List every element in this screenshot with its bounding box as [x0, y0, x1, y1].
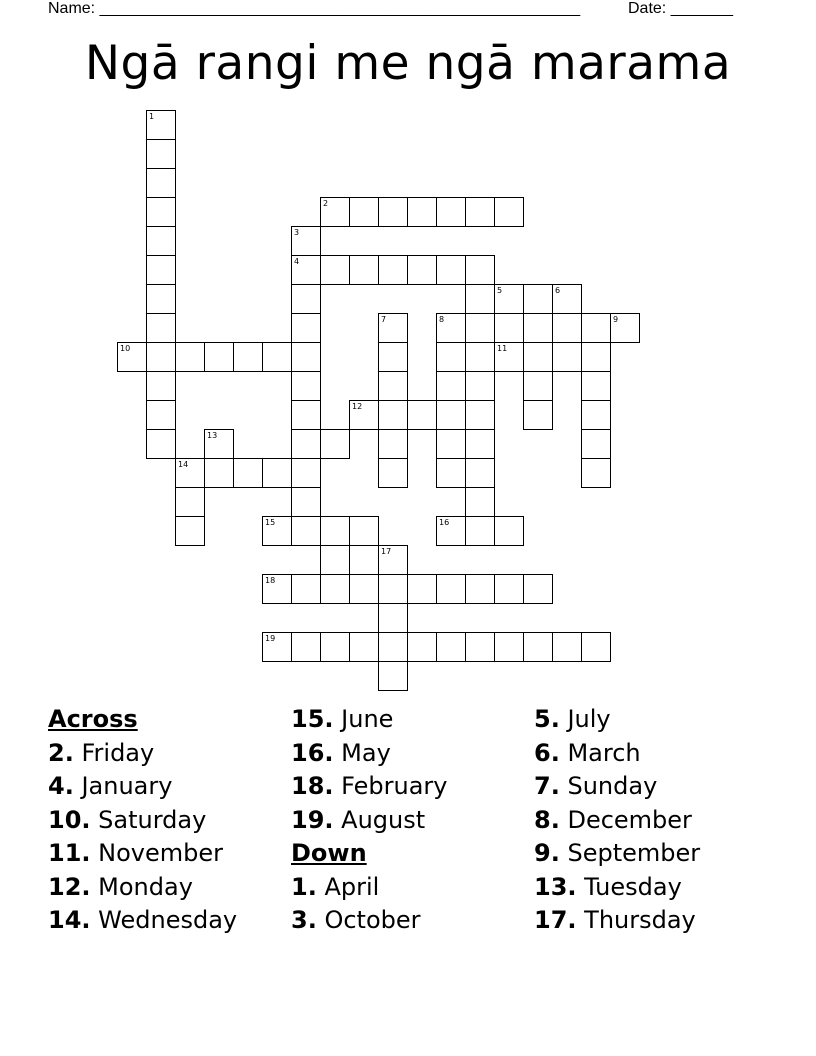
- clue-number: 19: [265, 634, 276, 643]
- grid-cell[interactable]: [523, 284, 553, 314]
- grid-cell[interactable]: [581, 342, 611, 372]
- grid-cell[interactable]: [378, 632, 408, 662]
- grid-cell[interactable]: [349, 632, 379, 662]
- down-clue: 13. Tuesday: [534, 872, 682, 901]
- grid-cell[interactable]: [523, 342, 553, 372]
- clue-number: 18: [265, 576, 276, 585]
- grid-cell[interactable]: [378, 603, 408, 633]
- grid-cell[interactable]: [407, 255, 437, 285]
- grid-cell[interactable]: [465, 284, 495, 314]
- across-clue: 12. Monday: [48, 872, 193, 901]
- across-clue: 2. Friday: [48, 738, 155, 767]
- grid-cell[interactable]: [349, 255, 379, 285]
- down-clue: 1. April: [291, 872, 380, 901]
- grid-cell[interactable]: [291, 342, 321, 372]
- grid-cell[interactable]: [291, 516, 321, 546]
- grid-cell[interactable]: [146, 255, 176, 285]
- name-field: Name: ______________________________________________________: [48, 0, 581, 17]
- clue-number: 11: [497, 344, 508, 353]
- grid-cell[interactable]: [175, 487, 205, 517]
- grid-cell[interactable]: [320, 545, 350, 575]
- down-clue: 9. September: [534, 839, 701, 867]
- grid-cell[interactable]: [465, 342, 495, 372]
- date-field: Date: _______: [628, 0, 733, 17]
- clue-number: 4: [294, 257, 300, 266]
- grid-cell[interactable]: [436, 429, 466, 459]
- across-clue: 15. June: [291, 705, 394, 733]
- grid-cell[interactable]: [436, 342, 466, 372]
- down-clue: 6. March: [534, 738, 641, 767]
- grid-cell[interactable]: [552, 632, 582, 662]
- clue-number: 8: [439, 315, 445, 324]
- grid-cell[interactable]: [146, 197, 176, 227]
- grid-cell[interactable]: [320, 574, 350, 604]
- grid-cell[interactable]: [378, 458, 408, 488]
- grid-cell[interactable]: [291, 632, 321, 662]
- grid-cell[interactable]: [407, 400, 437, 430]
- grid-cell[interactable]: [175, 342, 205, 372]
- grid-cell[interactable]: [204, 342, 234, 372]
- grid-cell[interactable]: [262, 516, 292, 546]
- clue-number: 14: [178, 460, 189, 469]
- grid-cell[interactable]: [204, 458, 234, 488]
- grid-cell[interactable]: [581, 458, 611, 488]
- across-clue: 4. January: [48, 772, 173, 800]
- grid-cell[interactable]: [146, 371, 176, 401]
- grid-cell[interactable]: [378, 545, 408, 575]
- grid-cell[interactable]: [465, 313, 495, 343]
- grid-cell[interactable]: [233, 342, 263, 372]
- grid-cell[interactable]: [494, 516, 524, 546]
- grid-cell[interactable]: [378, 342, 408, 372]
- grid-cell[interactable]: [262, 458, 292, 488]
- grid-cell[interactable]: [349, 197, 379, 227]
- clue-number: 15: [265, 518, 276, 527]
- grid-cell[interactable]: [146, 168, 176, 198]
- clue-number: 5: [497, 286, 503, 295]
- grid-cell[interactable]: [204, 429, 234, 459]
- grid-cell[interactable]: [291, 429, 321, 459]
- grid-cell[interactable]: [523, 371, 553, 401]
- grid-cell[interactable]: [407, 197, 437, 227]
- grid-cell[interactable]: [494, 574, 524, 604]
- grid-cell[interactable]: [494, 284, 524, 314]
- grid-cell[interactable]: [465, 574, 495, 604]
- across-clue: 19. August: [291, 805, 426, 834]
- clue-number: 3: [294, 228, 300, 237]
- grid-cell[interactable]: [320, 632, 350, 662]
- grid-cell[interactable]: [465, 429, 495, 459]
- grid-cell[interactable]: [117, 342, 147, 372]
- grid-cell[interactable]: [146, 313, 176, 343]
- grid-cell[interactable]: [378, 400, 408, 430]
- grid-cell[interactable]: [378, 255, 408, 285]
- down-clue: 3. October: [291, 906, 421, 934]
- grid-cell[interactable]: [291, 574, 321, 604]
- grid-cell[interactable]: [552, 342, 582, 372]
- grid-cell[interactable]: [581, 632, 611, 662]
- grid-cell[interactable]: [146, 342, 176, 372]
- grid-cell[interactable]: [465, 632, 495, 662]
- grid-cell[interactable]: [436, 516, 466, 546]
- grid-cell[interactable]: [349, 545, 379, 575]
- grid-cell[interactable]: [465, 458, 495, 488]
- grid-cell[interactable]: [494, 632, 524, 662]
- grid-cell[interactable]: [436, 313, 466, 343]
- grid-cell[interactable]: [436, 197, 466, 227]
- grid-cell[interactable]: [378, 661, 408, 691]
- grid-cell[interactable]: [581, 400, 611, 430]
- grid-cell[interactable]: [494, 342, 524, 372]
- grid-cell[interactable]: [581, 429, 611, 459]
- grid-cell[interactable]: [378, 429, 408, 459]
- grid-cell[interactable]: [320, 255, 350, 285]
- down-clue: 5. July: [534, 705, 611, 733]
- grid-cell[interactable]: [146, 400, 176, 430]
- grid-cell[interactable]: [436, 400, 466, 430]
- grid-cell[interactable]: [465, 197, 495, 227]
- grid-cell[interactable]: [349, 574, 379, 604]
- grid-cell[interactable]: [581, 371, 611, 401]
- grid-cell[interactable]: [436, 458, 466, 488]
- clue-number: 13: [207, 431, 218, 440]
- clue-number: 6: [555, 286, 561, 295]
- grid-cell[interactable]: [378, 371, 408, 401]
- down-clue: 17. Thursday: [534, 906, 696, 934]
- clue-number: 16: [439, 518, 450, 527]
- grid-cell[interactable]: [175, 458, 205, 488]
- clue-number: 10: [120, 344, 131, 353]
- grid-cell[interactable]: [233, 458, 263, 488]
- grid-cell[interactable]: [581, 313, 611, 343]
- grid-cell[interactable]: [407, 574, 437, 604]
- across-clue: 14. Wednesday: [48, 906, 238, 934]
- across-clue: 10. Saturday: [48, 805, 207, 834]
- grid-cell[interactable]: [436, 632, 466, 662]
- grid-cell[interactable]: [523, 400, 553, 430]
- grid-cell[interactable]: [320, 197, 350, 227]
- across-heading: Across: [48, 705, 138, 733]
- grid-cell[interactable]: [378, 574, 408, 604]
- grid-cell[interactable]: [610, 313, 640, 343]
- grid-cell[interactable]: [465, 487, 495, 517]
- grid-cell[interactable]: [465, 371, 495, 401]
- grid-cell[interactable]: [262, 574, 292, 604]
- clue-number: 17: [381, 547, 392, 556]
- grid-cell[interactable]: [291, 226, 321, 256]
- grid-cell[interactable]: [146, 226, 176, 256]
- grid-cell[interactable]: [320, 516, 350, 546]
- grid-cell[interactable]: [407, 632, 437, 662]
- grid-cell[interactable]: [523, 313, 553, 343]
- grid-cell[interactable]: [436, 574, 466, 604]
- grid-cell[interactable]: [146, 139, 176, 169]
- grid-cell[interactable]: [523, 632, 553, 662]
- grid-cell[interactable]: [262, 342, 292, 372]
- clue-number: 7: [381, 315, 387, 324]
- grid-cell[interactable]: [291, 371, 321, 401]
- clue-number: 12: [352, 402, 363, 411]
- clue-column-2: [291, 703, 541, 938]
- page-title: Ngā rangi me ngā marama: [84, 36, 732, 91]
- grid-cell[interactable]: [291, 400, 321, 430]
- clue-number: 1: [149, 112, 155, 121]
- grid-cell[interactable]: [291, 458, 321, 488]
- grid-cell[interactable]: [349, 400, 379, 430]
- grid-cell[interactable]: [291, 284, 321, 314]
- grid-cell[interactable]: [291, 313, 321, 343]
- clue-number: 9: [613, 315, 619, 324]
- across-clue: 18. February: [291, 772, 448, 800]
- down-clue: 7. Sunday: [534, 772, 658, 800]
- across-clue: 16. May: [291, 738, 391, 767]
- grid-cell[interactable]: [378, 313, 408, 343]
- grid-cell[interactable]: [291, 487, 321, 517]
- grid-cell[interactable]: [523, 574, 553, 604]
- down-clue: 8. December: [534, 805, 692, 834]
- clue-column-1: [48, 703, 298, 938]
- grid-cell[interactable]: [552, 284, 582, 314]
- grid-cell[interactable]: [146, 110, 176, 140]
- down-heading: Down: [291, 839, 367, 867]
- grid-cell[interactable]: [436, 371, 466, 401]
- grid-cell[interactable]: [320, 429, 350, 459]
- grid-cell[interactable]: [465, 255, 495, 285]
- grid-cell[interactable]: [262, 632, 292, 662]
- grid-cell[interactable]: [349, 516, 379, 546]
- grid-cell[interactable]: [175, 516, 205, 546]
- grid-cell[interactable]: [465, 516, 495, 546]
- grid-cell[interactable]: [291, 255, 321, 285]
- grid-cell[interactable]: [494, 197, 524, 227]
- grid-cell[interactable]: [146, 284, 176, 314]
- clue-number: 2: [323, 199, 329, 208]
- grid-cell[interactable]: [465, 400, 495, 430]
- grid-cell[interactable]: [146, 429, 176, 459]
- grid-cell[interactable]: [436, 255, 466, 285]
- grid-cell[interactable]: [378, 197, 408, 227]
- across-clue: 11. November: [48, 839, 224, 867]
- clue-column-3: [534, 703, 784, 938]
